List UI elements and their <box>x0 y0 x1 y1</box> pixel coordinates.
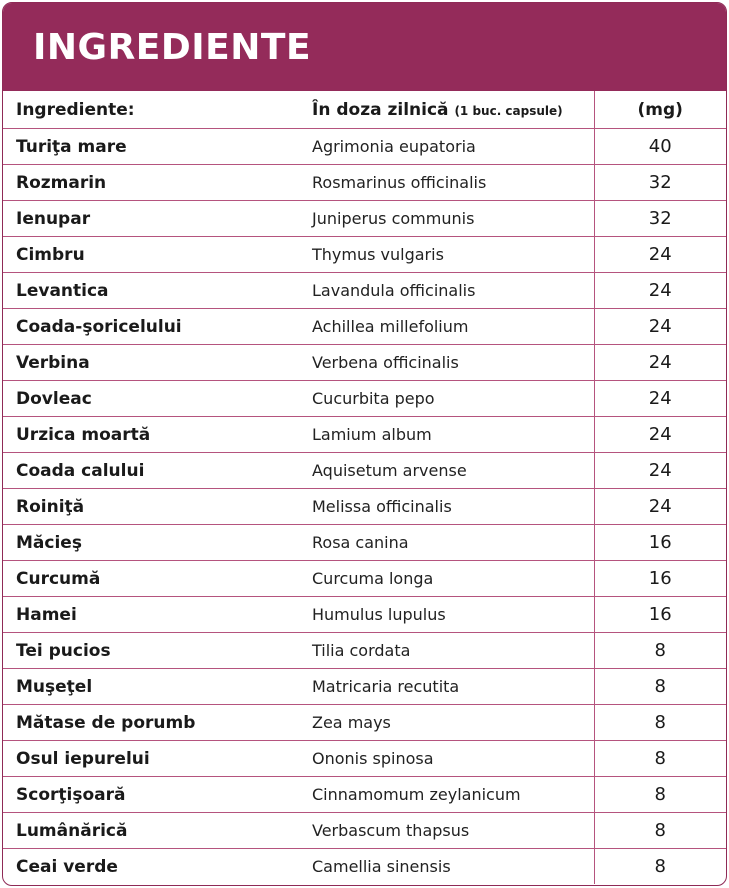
mg-value: 24 <box>594 345 726 381</box>
ingredient-name: Levantica <box>3 273 299 309</box>
table-row <box>3 777 726 813</box>
header-mg: (mg) <box>594 91 726 129</box>
ingredient-name: Măcieş <box>3 525 299 561</box>
mg-value: 40 <box>594 129 726 165</box>
latin-name: Achillea millefolium <box>299 309 594 345</box>
ingredient-name: Coada calului <box>3 453 299 489</box>
latin-name: Tilia cordata <box>299 633 594 669</box>
latin-name: Cucurbita pepo <box>299 381 594 417</box>
table-row <box>3 129 726 165</box>
mg-value: 32 <box>594 201 726 237</box>
ingredient-name: Dovleac <box>3 381 299 417</box>
table-row <box>3 525 726 561</box>
latin-name: Camellia sinensis <box>312 857 451 876</box>
mg-value: 16 <box>594 525 726 561</box>
latin-name: Verbena officinalis <box>299 345 594 381</box>
ingredient-name: Tei pucios <box>3 633 299 669</box>
ingredient-name: Coada-şoricelului <box>3 309 299 345</box>
ingredient-name: Rozmarin <box>3 165 299 201</box>
table-row <box>3 813 726 849</box>
latin-name: Zea mays <box>299 705 594 741</box>
table-header-row <box>3 91 726 129</box>
latin-name: Lavandula officinalis <box>299 273 594 309</box>
ingredient-name: Turiţa mare <box>3 129 299 165</box>
table-row <box>3 345 726 381</box>
latin-name: Thymus vulgaris <box>299 237 594 273</box>
latin-name: Ononis spinosa <box>299 741 594 777</box>
table-row <box>3 669 726 705</box>
latin-name: Cinnamomum zeylanicum <box>299 777 594 813</box>
table-row <box>3 237 726 273</box>
ingredient-name: Scorţişoară <box>3 777 299 813</box>
latin-name: Agrimonia eupatoria <box>299 129 594 165</box>
header-daily-dose <box>299 91 594 129</box>
mg-value: 24 <box>594 309 726 345</box>
mg-value: 16 <box>594 597 726 633</box>
table-row <box>3 273 726 309</box>
mg-value: 8 <box>594 849 726 885</box>
ingredient-name: Mătase de porumb <box>3 705 299 741</box>
ingredient-name: Muşeţel <box>3 669 299 705</box>
table-row <box>3 561 726 597</box>
ingredient-name: Ienupar <box>3 201 299 237</box>
table-row <box>3 381 726 417</box>
page-title: INGREDIENTE <box>33 26 312 68</box>
table-row <box>3 165 726 201</box>
ingredient-name: Verbina <box>3 345 299 381</box>
mg-value: 8 <box>594 741 726 777</box>
ingredient-name: Lumânărică <box>3 813 299 849</box>
mg-value: 24 <box>594 273 726 309</box>
table-row <box>3 741 726 777</box>
ingredients-panel <box>2 2 727 886</box>
latin-name: Juniperus communis <box>299 201 594 237</box>
table-row <box>3 309 726 345</box>
mg-value: 24 <box>594 381 726 417</box>
mg-value: 24 <box>594 417 726 453</box>
header-ingredient: Ingrediente: <box>3 91 299 129</box>
ingredient-name: Ceai verde <box>16 856 118 877</box>
latin-name: Matricaria recutita <box>299 669 594 705</box>
latin-name: Rosmarinus officinalis <box>299 165 594 201</box>
ingredients-table <box>3 91 726 884</box>
header-daily-dose-label: În doza zilnică <box>312 99 449 120</box>
mg-value: 8 <box>594 705 726 741</box>
mg-value: 24 <box>594 489 726 525</box>
mg-value: 32 <box>594 165 726 201</box>
latin-name: Lamium album <box>299 417 594 453</box>
mg-value: 24 <box>594 237 726 273</box>
table-row <box>3 705 726 741</box>
ingredient-name: Cimbru <box>3 237 299 273</box>
header-daily-dose-sub: (1 buc. capsule) <box>454 103 563 118</box>
ingredient-name: Curcumă <box>3 561 299 597</box>
ingredient-name: Osul iepurelui <box>3 741 299 777</box>
latin-name: Curcuma longa <box>299 561 594 597</box>
table-row <box>3 489 726 525</box>
ingredient-name: Roiniţă <box>3 489 299 525</box>
ingredient-name: Urzica moartă <box>3 417 299 453</box>
mg-value: 8 <box>594 669 726 705</box>
table-row <box>3 417 726 453</box>
table-row <box>3 849 726 885</box>
table-row <box>3 633 726 669</box>
table-row <box>3 201 726 237</box>
ingredient-name: Hamei <box>3 597 299 633</box>
latin-name: Rosa canina <box>299 525 594 561</box>
table-row <box>3 597 726 633</box>
mg-value: 8 <box>594 813 726 849</box>
mg-value: 16 <box>594 561 726 597</box>
latin-name: Aquisetum arvense <box>299 453 594 489</box>
table-row <box>3 453 726 489</box>
latin-name: Melissa officinalis <box>299 489 594 525</box>
title-banner <box>3 3 726 91</box>
mg-value: 8 <box>594 777 726 813</box>
mg-value: 24 <box>594 453 726 489</box>
latin-name: Verbascum thapsus <box>299 813 594 849</box>
latin-name: Humulus lupulus <box>299 597 594 633</box>
mg-value: 8 <box>594 633 726 669</box>
